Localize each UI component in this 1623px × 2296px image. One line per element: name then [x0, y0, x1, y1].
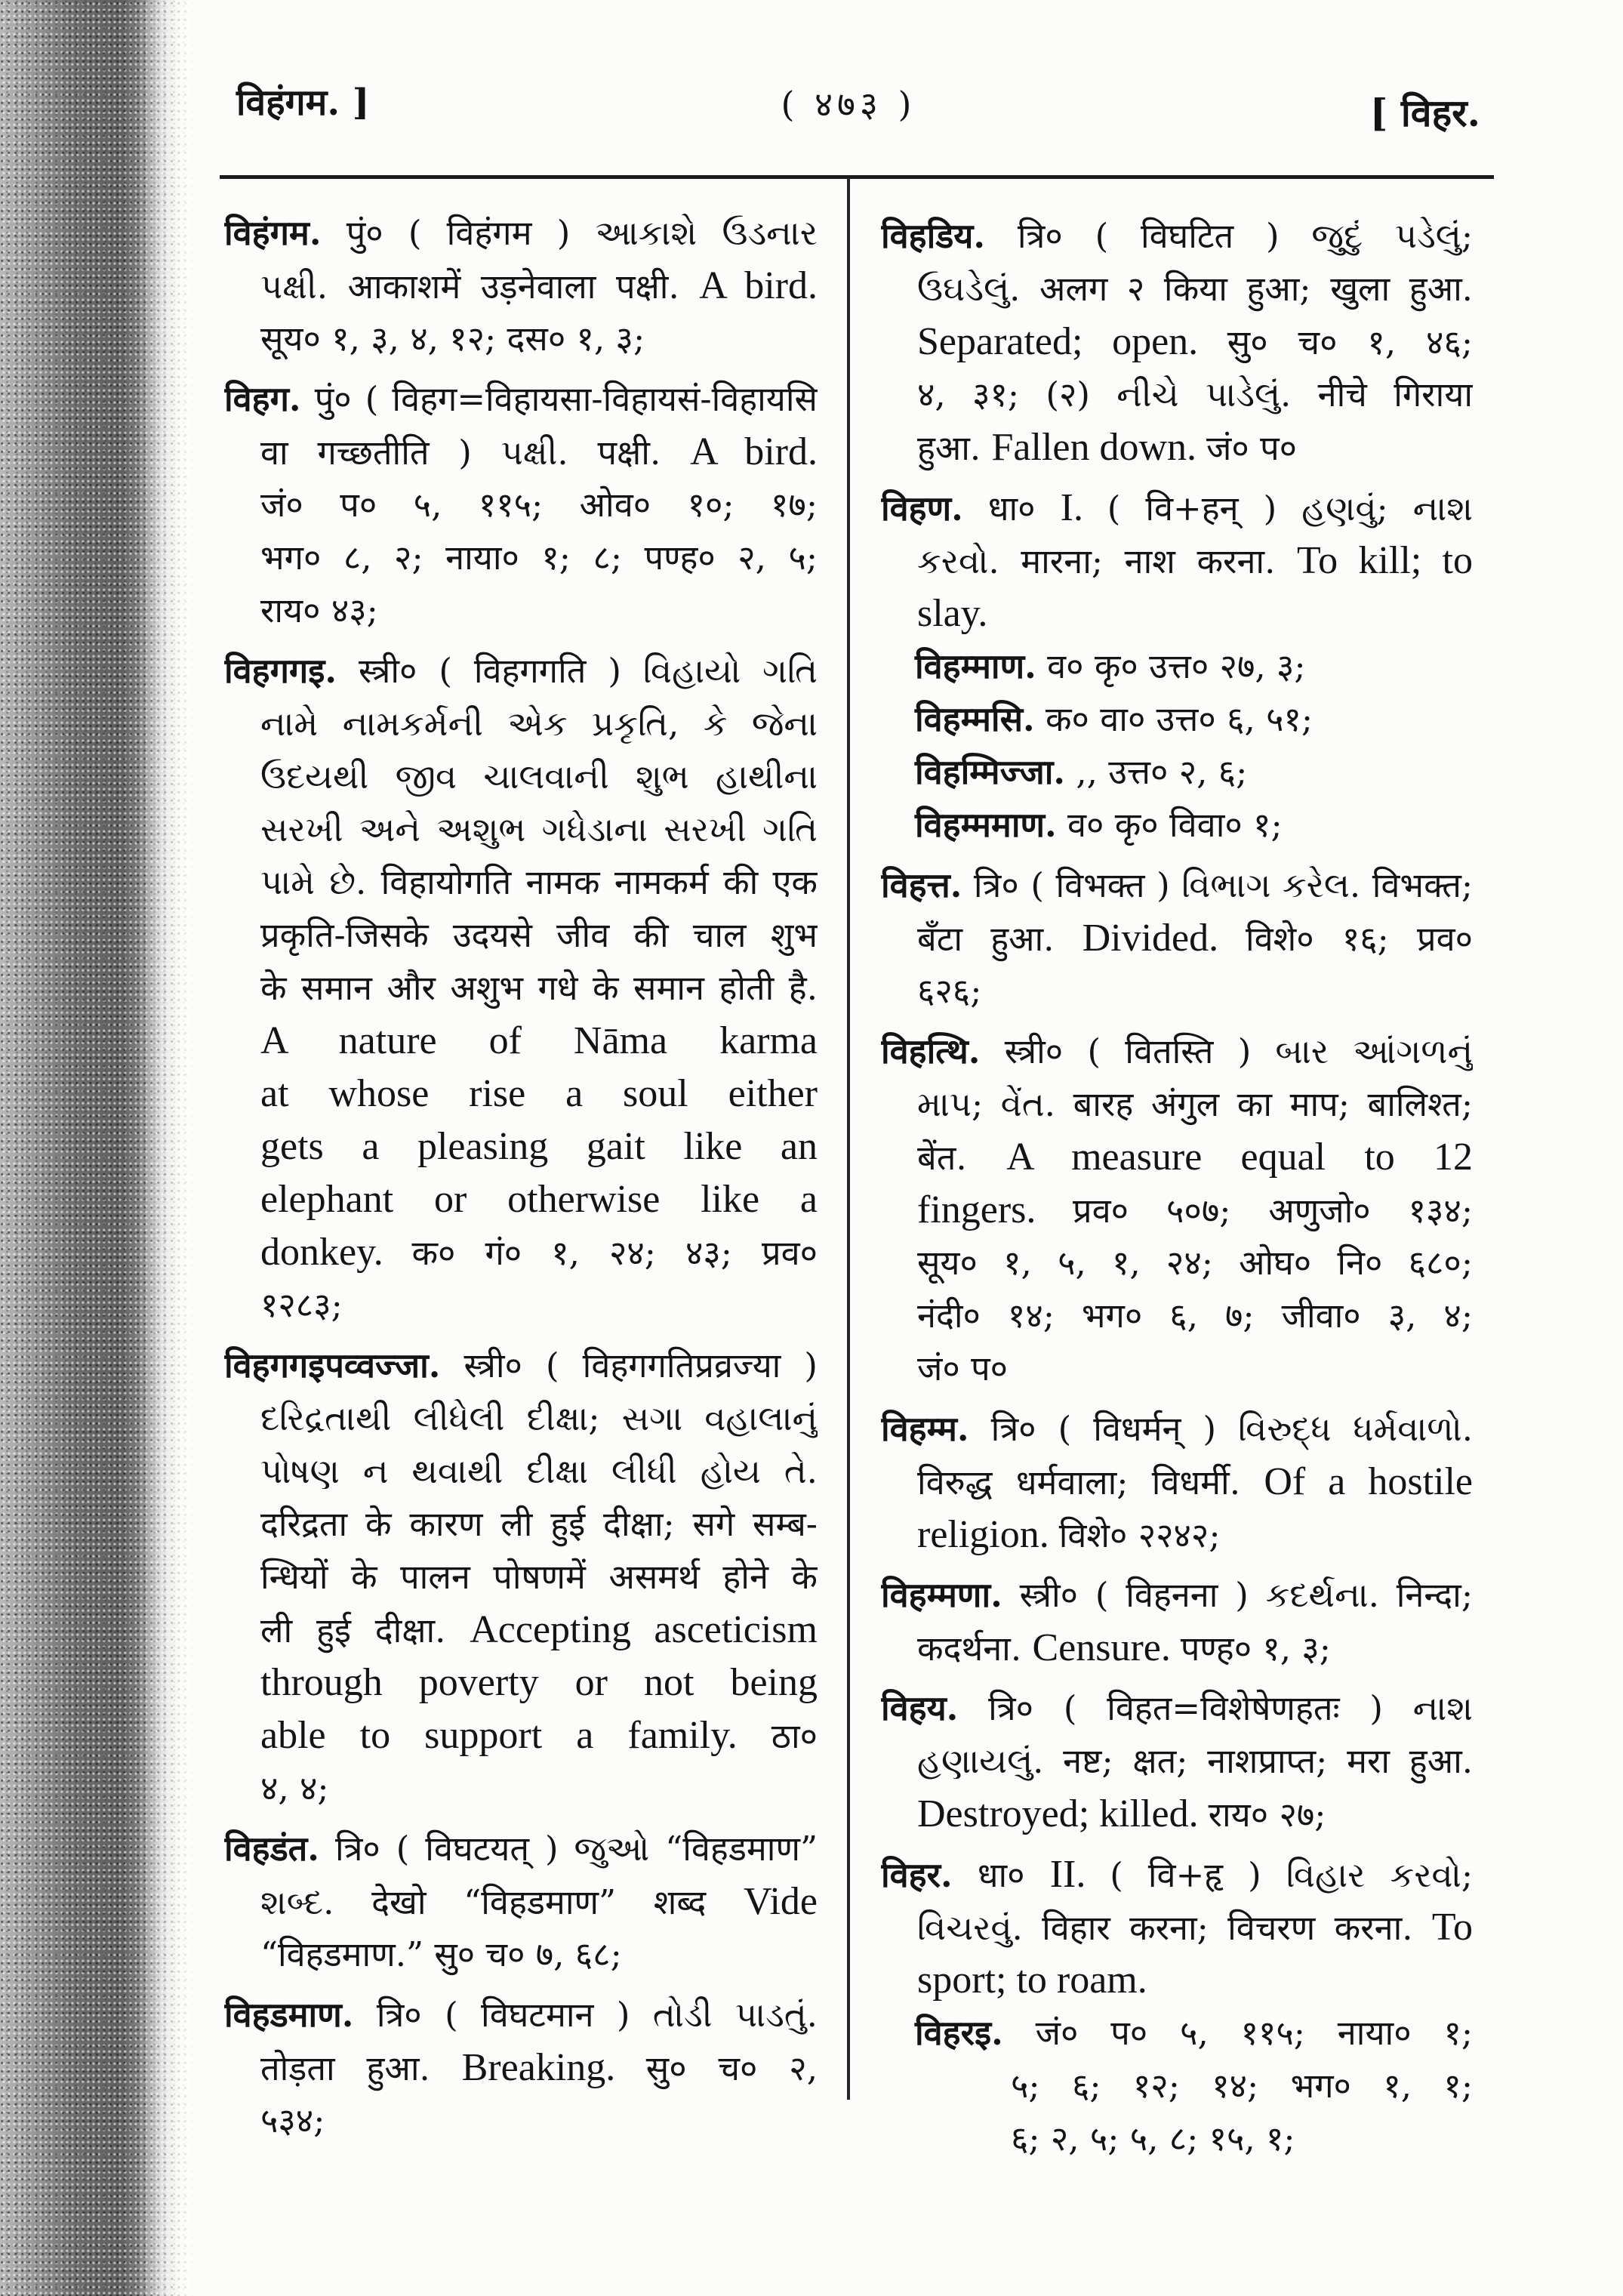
entry-definition: त्रि० ( विघटमान ) તોડી પાડતું.	[376, 1995, 818, 2035]
dictionary-entry	[881, 1403, 1473, 1561]
entry-text: १२८३;	[260, 1285, 343, 1325]
dictionary-entry	[881, 1682, 1473, 1841]
entry-definition: त्रि० ( विघटित ) જુદું પડેલું;	[1017, 216, 1473, 256]
headword: विहम्मणा.	[881, 1575, 1002, 1615]
entry-definition: ,, उत्त० २, ६;	[1076, 752, 1248, 792]
entry-continuation-line	[224, 1445, 818, 1498]
entry-definition: स्त्री० ( विहनना ) કદર્થના. निन्दा;	[1019, 1575, 1473, 1615]
entry-continuation-line	[224, 260, 818, 313]
running-head-last-word: [ विहर.	[1369, 91, 1480, 135]
entry-continuation-line	[224, 1226, 818, 1279]
entry-continuation-line	[881, 1735, 1473, 1788]
entry-text: ६; २, ५; ५, ८; १५, १;	[1011, 2119, 1295, 2159]
entry-text: प्रकृति-जिसके उदयसे जीव की चाल शुभ	[260, 915, 818, 955]
entry-head-line	[881, 1025, 1473, 1078]
entry-continuation-line	[224, 1657, 818, 1709]
headword: विहगगइपव्वज्जा.	[224, 1345, 441, 1385]
entry-text	[917, 594, 987, 634]
entry-continuation-line	[881, 965, 1473, 1018]
inflected-form: विहरइ.	[915, 2013, 1003, 2053]
dictionary-entry	[881, 482, 1473, 852]
english-gloss: through poverty or not being	[260, 1661, 818, 1704]
entry-text: के समान और अशुभ गधे के समान होती है.	[260, 968, 818, 1008]
entry-continuation-line	[224, 1392, 818, 1445]
english-gloss: fingers.	[917, 1188, 1073, 1231]
entry-text: માપ; વેંત. बारह अंगुल का माप; बालिश्त;	[917, 1084, 1473, 1124]
entry-text	[260, 1663, 818, 1703]
entry-head-line	[224, 207, 818, 260]
entry-text: સરખી અને અશુભ ગધેડાના સરખી ગતિ	[260, 809, 818, 849]
inflected-form: विहम्मसि.	[915, 699, 1035, 739]
entry-text: दरिद्रता के कारण ली हुई दीक्षा; सगे सम्ब-	[260, 1504, 818, 1544]
entry-text: बेंत. A measure equal to 12	[917, 1136, 1473, 1179]
entry-text: हुआ. Fallen down. जं० प०	[917, 426, 1298, 469]
english-gloss: Breaking.	[461, 2046, 646, 2089]
entry-continuation-line	[224, 1551, 818, 1604]
dictionary-entry	[224, 1989, 818, 2147]
entry-head-line	[224, 645, 818, 698]
inflected-form-line	[881, 693, 1473, 746]
entry-text: ४, ४;	[260, 1768, 329, 1808]
entry-continuation-line	[224, 426, 818, 479]
entry-continuation-line	[224, 909, 818, 962]
entry-text: ५३४;	[260, 2100, 325, 2140]
entry-continuation-line	[224, 1875, 818, 1928]
english-gloss: religion.	[917, 1513, 1059, 1556]
entry-text: जं० प० ५, ११५; ओव० १०; १७;	[260, 485, 818, 525]
inflected-form-line	[881, 640, 1473, 693]
entry-text: ६२६;	[917, 971, 982, 1011]
entry-continuation-line	[881, 535, 1473, 587]
left-column	[197, 207, 818, 2261]
entry-head-line	[224, 1823, 818, 1875]
dictionary-entry	[224, 1339, 818, 1815]
headword: विहंगम.	[224, 213, 322, 253]
page-number: ( ४७३ )	[781, 84, 916, 125]
entry-definition: पुं० ( विहंगम ) આકાશે ઉડનાર	[346, 213, 818, 253]
entry-head-line	[881, 1403, 1473, 1456]
headword: विहडमाण.	[224, 1995, 354, 2035]
entry-continuation-line	[881, 2060, 1473, 2113]
entry-text: શબ્દ. देखो “विहडमाण” शब्द Vide	[260, 1880, 818, 1923]
entry-definition: त्रि० ( विघटयत् ) જુઓ “विहडमाण”	[334, 1829, 818, 1869]
headword: विहत्थि.	[881, 1031, 981, 1071]
entry-definition: स्त्री० ( विहगगति ) વિહાયો ગતિ	[358, 651, 818, 691]
english-gloss: donkey.	[260, 1231, 412, 1274]
entry-continuation-line	[224, 313, 818, 365]
english-gloss: Separated; open.	[917, 320, 1227, 363]
entry-text: પામે છે. विहायोगति नामक नामकर्म की एक	[260, 862, 818, 902]
entry-text: सूय० १, ३, ४, १२; दस० १, ३;	[260, 319, 645, 359]
entry-text: વિચરવું. विहार करना; विचरण करना. To	[917, 1906, 1473, 1949]
entry-text: કરવો. मारना; नाश करना. To kill; to	[917, 539, 1473, 582]
entry-continuation-line	[881, 1342, 1473, 1395]
headword: विहम्म.	[881, 1409, 969, 1449]
entry-text: विरुद्ध धर्मवाला; विधर्मी. Of a hostile	[917, 1460, 1473, 1503]
entry-text: बँटा हुआ. Divided. विशे० १६; प्रव०	[917, 917, 1473, 960]
entry-continuation-line	[881, 1078, 1473, 1131]
entry-text	[260, 1019, 818, 1062]
english-gloss: Vide	[744, 1880, 818, 1923]
dictionary-entry	[224, 645, 818, 1332]
entry-definition: त्रि० ( विधर्मन् ) વિરુદ્ધ ધર્મવાળો.	[990, 1409, 1473, 1449]
entry-definition: धा० II. ( वि+हृ ) વિહાર કરવો;	[977, 1853, 1473, 1896]
entry-continuation-line	[224, 962, 818, 1015]
entry-text: वा गच्छतीति ) પક્ષી. पक्षी. A bird.	[260, 430, 818, 473]
entry-text: न्धियों के पालन पोषणमें असमर्थ होने के	[260, 1557, 818, 1597]
entry-continuation-line	[881, 912, 1473, 965]
entry-text: નામે નામકર્મની એક પ્રકૃતિ, કે જેના	[260, 704, 818, 744]
entry-text: जं० प०	[917, 1348, 1009, 1388]
entry-continuation-line	[224, 532, 818, 584]
entry-text: religion. विशे० २२४२;	[917, 1513, 1221, 1556]
entry-text: Separated; open. सु० च० १, ४६;	[917, 320, 1473, 363]
entry-head-line	[881, 482, 1473, 535]
entry-text: Destroyed; killed. राय० २७;	[917, 1792, 1326, 1835]
entry-continuation-line	[881, 1131, 1473, 1184]
entry-continuation-line	[224, 479, 818, 532]
headword: विहर.	[881, 1855, 953, 1895]
dictionary-entry	[881, 859, 1473, 1018]
entry-text	[260, 1074, 818, 1114]
running-head-first-word: विहंगम. ]	[236, 82, 370, 124]
english-gloss: To	[1431, 1906, 1473, 1949]
english-gloss: To kill; to	[1297, 539, 1473, 582]
entry-text: सूय० १, ५, १, २४; ओघ० नि० ६८०;	[917, 1243, 1473, 1283]
entry-head-line	[881, 859, 1473, 912]
english-gloss: A nature of Nāma karma	[260, 1019, 818, 1062]
entry-definition: स्त्री० ( विहगगतिप्रव्रज्या )	[463, 1345, 818, 1385]
entry-continuation-line	[224, 1279, 818, 1332]
entry-text: ઉદયથી જીવ ચાલવાની શુભ હાથીના	[260, 757, 818, 797]
entry-continuation-line	[224, 1498, 818, 1551]
entry-head-line	[224, 1339, 818, 1392]
entry-text: भग० ८, २; नाया० १; ८; पण्ह० २, ५;	[260, 538, 818, 578]
english-gloss: I.	[1060, 486, 1107, 529]
english-gloss: able to support a family.	[260, 1714, 771, 1757]
entry-text: able to support a family. ठा०	[260, 1714, 818, 1757]
entry-continuation-line	[881, 263, 1473, 316]
headword: विहत्त.	[881, 865, 962, 905]
entry-definition: त्रि० ( विभक्त ) વિભાગ કરેલ. विभक्त;	[973, 865, 1473, 905]
inflected-form-line	[881, 2007, 1473, 2060]
entry-definition: स्त्री० ( वितस्ति ) બાર આંગળનું	[1004, 1031, 1473, 1071]
entry-text: राय० ४३;	[260, 590, 378, 630]
entry-text: હણાયલું. नष्ट; क्षत; नाशप्राप्त; मरा हुआ.	[917, 1741, 1473, 1781]
dictionary-entry	[881, 210, 1473, 474]
scan-gutter-shadow	[0, 0, 196, 2296]
entry-definition: क० वा० उत्त० ६, ५१;	[1046, 699, 1313, 739]
entry-continuation-line	[224, 584, 818, 637]
english-gloss: slay.	[917, 592, 988, 635]
entry-continuation-line	[224, 1015, 818, 1068]
entry-text: ली हुई दीक्षा. Accepting asceticism	[260, 1608, 818, 1651]
inflected-form: विहम्ममाण.	[915, 805, 1057, 845]
entry-continuation-line	[224, 2042, 818, 2094]
english-gloss: II.	[1049, 1853, 1110, 1896]
inflected-form: विहम्माण.	[915, 646, 1036, 686]
entry-continuation-line	[881, 1901, 1473, 1954]
entry-continuation-line	[881, 2113, 1473, 2165]
entry-head-line	[881, 210, 1473, 263]
english-gloss: A bird.	[690, 430, 818, 473]
entry-text	[917, 1961, 1147, 2001]
english-gloss: gets a pleasing gait like an	[260, 1125, 818, 1168]
dictionary-entry	[881, 1848, 1473, 2165]
english-gloss: A measure equal to 12	[1006, 1136, 1473, 1179]
entry-continuation-line	[881, 1509, 1473, 1561]
entry-text: fingers. प्रव० ५०७; अणुजो० १३४;	[917, 1188, 1473, 1231]
entry-continuation-line	[224, 1120, 818, 1173]
english-gloss: A bird.	[699, 264, 818, 307]
entry-definition: पुं० ( विहग=विहायसा-विहायसं-विहायसि	[314, 379, 818, 419]
english-gloss: Fallen down.	[991, 426, 1207, 469]
entry-head-line	[881, 1682, 1473, 1735]
entry-text: પોષણ ન થવાથી દીક્ષા લીધી હોય તે.	[260, 1451, 818, 1491]
entry-text: कदर्थना. Censure. पण्ह० १, ३;	[917, 1626, 1331, 1669]
entry-continuation-line	[881, 1456, 1473, 1509]
inflected-form: विहम्मिज्जा.	[915, 752, 1066, 792]
headword: विहग.	[224, 379, 301, 419]
dictionary-entry	[881, 1569, 1473, 1675]
entry-continuation-line	[881, 1290, 1473, 1342]
entry-continuation-line	[224, 803, 818, 856]
entry-text: नंदी० १४; भग० ६, ७; जीवा० ३, ४;	[917, 1296, 1473, 1336]
entry-continuation-line	[881, 421, 1473, 474]
entry-continuation-line	[881, 316, 1473, 368]
entry-continuation-line	[224, 2094, 818, 2147]
entry-definition: व० कृ० उत्त० २७, ३;	[1047, 646, 1306, 686]
entry-continuation-line	[224, 750, 818, 803]
inflected-form-line	[881, 746, 1473, 799]
headword: विहगगइ.	[224, 651, 337, 691]
entry-text: “विहडमाण.” सु० च० ७, ६८;	[260, 1934, 622, 1974]
english-gloss: Accepting asceticism	[470, 1608, 818, 1651]
entry-head-line	[881, 1569, 1473, 1622]
entry-text: ઉઘડેલું. अलग २ किया हुआ; खुला हुआ.	[917, 269, 1473, 309]
entry-continuation-line	[224, 1709, 818, 1762]
entry-head-line	[224, 373, 818, 426]
english-gloss: Censure.	[1032, 1626, 1181, 1669]
entry-text: પક્ષી. आकाशमें उड़नेवाला पक्षी. A bird.	[260, 264, 818, 307]
entry-text: ४, ३१; (२) નીચે પાડેલું. नीचे गिराया	[917, 374, 1473, 415]
headword: विहय.	[881, 1688, 959, 1728]
entry-text: donkey. क० गं० १, २४; ४३; प्रव०	[260, 1231, 818, 1274]
header-rule	[220, 175, 1494, 179]
entry-definition: जं० प० ५, ११५; नाया० १;	[1035, 2013, 1473, 2053]
dictionary-entry	[881, 1025, 1473, 1395]
entry-continuation-line	[224, 698, 818, 750]
entry-text	[260, 1180, 818, 1220]
headword: विहण.	[881, 488, 963, 529]
entry-definition: त्रि० ( विहत=विशेषेणहतः ) નાશ	[988, 1688, 1473, 1728]
entry-definition: व० कृ० विवा० १;	[1067, 805, 1283, 845]
entry-continuation-line	[224, 1762, 818, 1815]
entry-continuation-line	[881, 368, 1473, 421]
entry-continuation-line	[224, 1604, 818, 1657]
entry-continuation-line	[881, 1954, 1473, 2007]
entry-text: ५; ६; १२; १४; भग० १, १;	[1011, 2066, 1473, 2106]
english-gloss: Divided.	[1082, 917, 1246, 960]
entry-text	[260, 1127, 818, 1167]
entry-continuation-line	[224, 1173, 818, 1226]
dictionary-entry	[224, 207, 818, 365]
entry-continuation-line	[881, 1237, 1473, 1290]
english-gloss: Of a hostile	[1264, 1460, 1473, 1503]
column-divider	[847, 178, 850, 2100]
right-column	[854, 210, 1473, 2264]
entry-head-line	[881, 1848, 1473, 1901]
entry-definition: धा० I. ( वि+हन् ) હણવું; નાશ	[987, 486, 1473, 529]
entry-text: દરિદ્રતાથી લીધેલી દીક્ષા; સગા વહાલાનું	[260, 1398, 818, 1438]
entry-continuation-line	[881, 587, 1473, 640]
entry-continuation-line	[224, 856, 818, 909]
entry-continuation-line	[881, 1788, 1473, 1841]
english-gloss: at whose rise a soul either	[260, 1072, 818, 1115]
entry-continuation-line	[224, 1068, 818, 1120]
english-gloss: Destroyed; killed.	[917, 1792, 1209, 1835]
dictionary-entry	[224, 373, 818, 637]
entry-continuation-line	[881, 1184, 1473, 1237]
entry-continuation-line	[224, 1928, 818, 1981]
dictionary-entry	[224, 1823, 818, 1981]
headword: विहडंत.	[224, 1829, 319, 1869]
headword: विहडिय.	[881, 216, 986, 256]
entry-text: तोड़ता हुआ. Breaking. सु० च० २,	[260, 2046, 818, 2089]
entry-continuation-line	[881, 1622, 1473, 1675]
inflected-form-line	[881, 799, 1473, 852]
english-gloss: elephant or otherwise like a	[260, 1178, 818, 1221]
entry-head-line	[224, 1989, 818, 2042]
english-gloss: sport; to roam.	[917, 1959, 1147, 2002]
